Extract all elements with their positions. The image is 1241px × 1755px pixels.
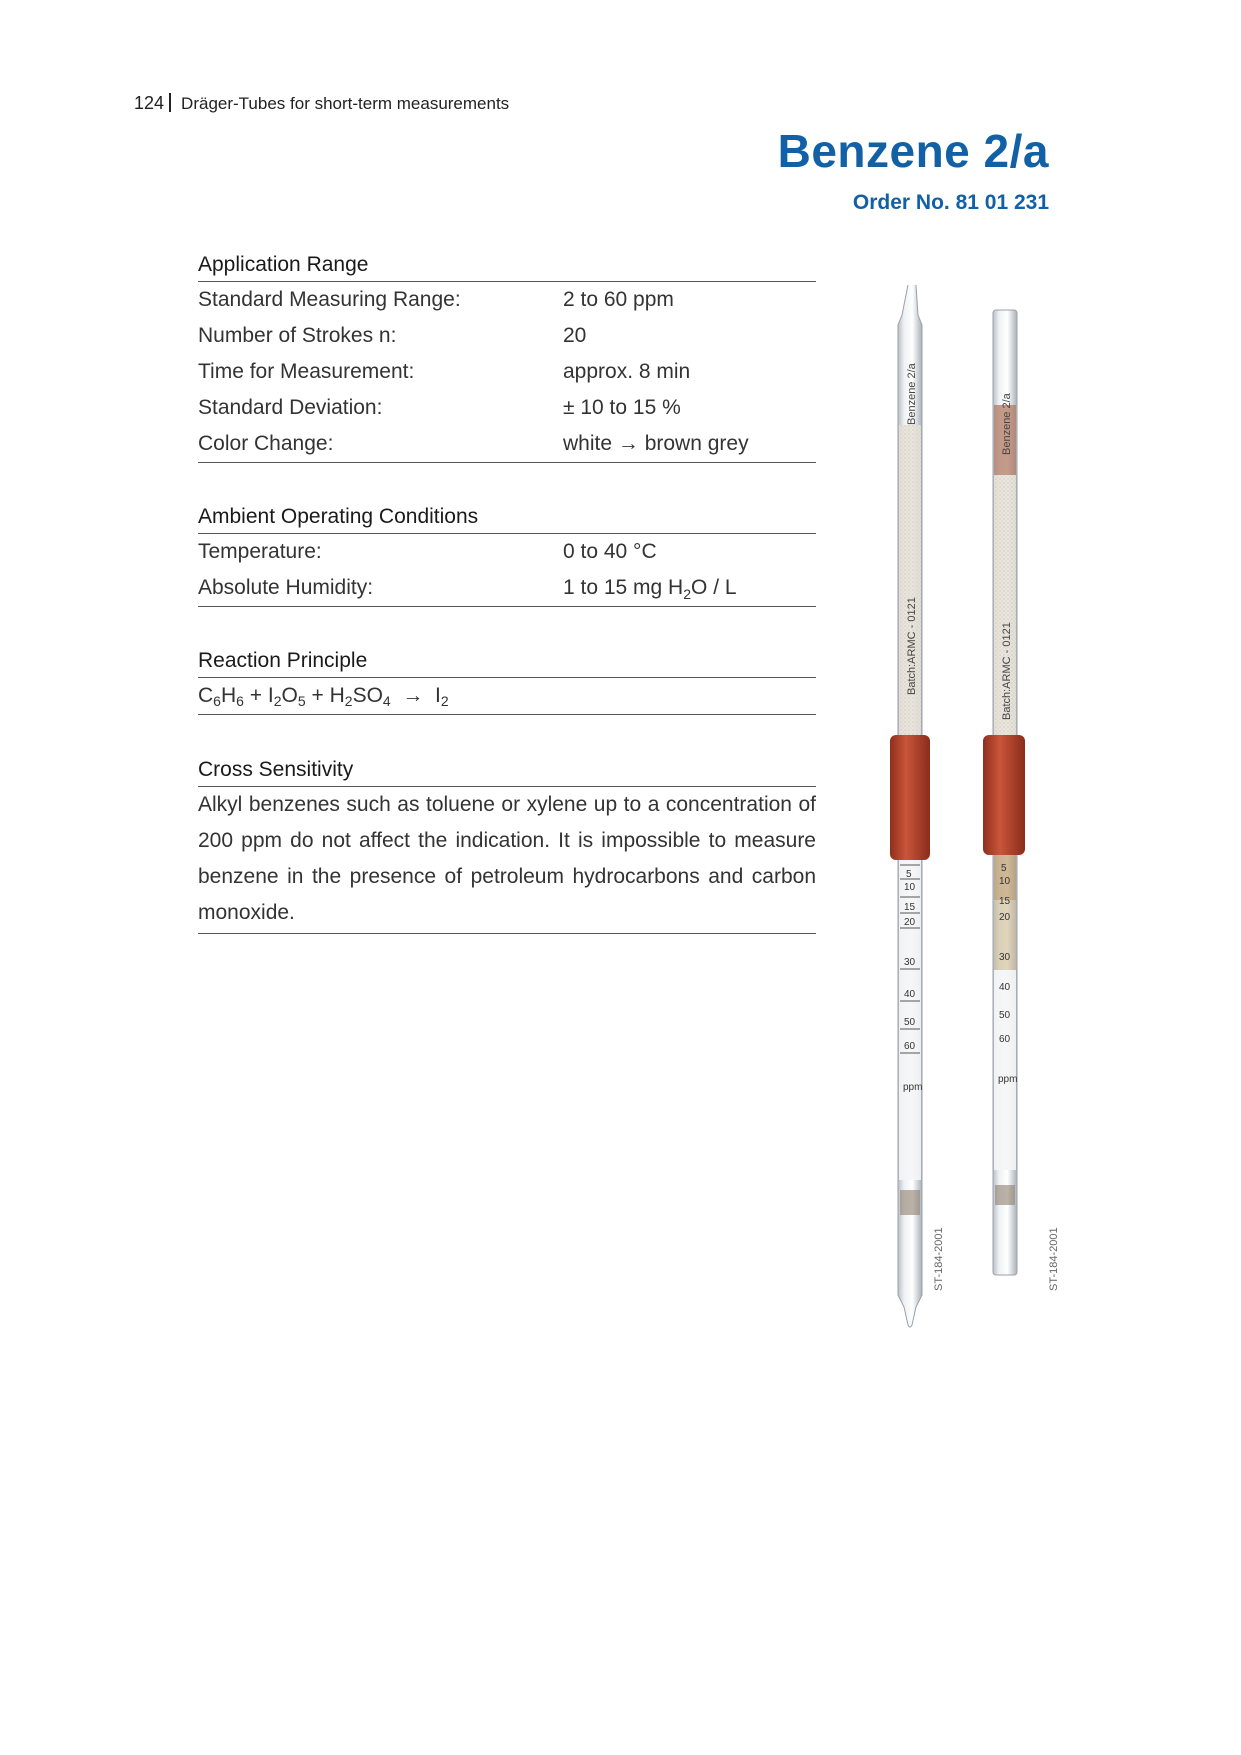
scale-tick: 20 <box>904 917 916 928</box>
scale-tick: 40 <box>904 989 916 1000</box>
scale-tick: 20 <box>999 912 1011 923</box>
image-code-right: ST-184-2001 <box>1048 1227 1060 1291</box>
formula-subscript: 2 <box>273 693 282 709</box>
scale-tick: 15 <box>999 896 1011 907</box>
row-label: Time for Measurement: <box>198 360 415 383</box>
tube-brand-label: Benzene 2/a <box>1001 393 1013 455</box>
table-row <box>198 570 816 606</box>
formula-subscript: 2 <box>344 693 353 709</box>
scale-tick: 15 <box>904 902 916 913</box>
row-label: Number of Strokes n: <box>198 324 397 347</box>
row-value: approx. 8 min <box>563 360 691 383</box>
cross-sensitivity-section <box>198 754 816 934</box>
tube-sleeve <box>890 735 930 860</box>
tube-brand-label: Benzene 2/a <box>906 363 918 425</box>
table-row <box>198 282 816 318</box>
scale-tick: 40 <box>999 982 1011 993</box>
section-heading: Application Range <box>198 249 816 282</box>
scale-tick: 60 <box>999 1034 1011 1045</box>
tube-batch-label: Batch:ARMC - 0121 <box>1001 622 1013 720</box>
formula-subscript: 6 <box>213 693 221 709</box>
tubes-svg <box>880 285 1080 1500</box>
row-label: Temperature: <box>198 540 322 563</box>
section-heading: Ambient Operating Conditions <box>198 501 816 534</box>
section-heading: Cross Sensitivity <box>198 754 816 787</box>
row-value: ± 10 to 15 % <box>563 396 681 419</box>
row-value: 2 to 60 ppm <box>563 288 674 311</box>
cross-sensitivity-text: Alkyl benzenes such as toluene or xylene up to a concentration of 200 ppm do not affect the indication. It is impossible to measure benzene in the presence of petroleum hydrocarbons and carbon monoxide. <box>198 787 816 934</box>
table-row <box>198 354 816 390</box>
formula-subscript: 4 <box>382 693 391 709</box>
scale-unit: ppm <box>998 1074 1018 1085</box>
section-heading: Reaction Principle <box>198 645 816 678</box>
value-subscript: 2 <box>683 586 692 603</box>
row-label: Standard Measuring Range: <box>198 288 461 311</box>
ambient-conditions-section <box>198 501 816 607</box>
tube-batch-label: Batch:ARMC - 0121 <box>906 597 918 695</box>
row-value: 20 <box>563 324 587 347</box>
formula-text: C <box>198 684 214 707</box>
formula-text: → I <box>390 684 441 707</box>
formula-text: O <box>281 684 298 707</box>
formula-text: H <box>220 684 237 707</box>
tube-sleeve <box>983 735 1025 855</box>
row-label: Color Change: <box>198 432 334 455</box>
header-divider <box>169 93 171 112</box>
page-number: 124 <box>134 93 165 113</box>
scale-tick: 10 <box>999 876 1011 887</box>
reaction-principle-section <box>198 645 816 715</box>
row-label: Standard Deviation: <box>198 396 383 419</box>
scale-tick: 50 <box>999 1010 1011 1021</box>
tube-left <box>890 285 930 1327</box>
scale-tick: 50 <box>904 1017 916 1028</box>
scale-tick: 30 <box>904 957 916 968</box>
scale-tick: 60 <box>904 1041 916 1052</box>
row-value: white → brown grey <box>563 432 749 455</box>
application-range-rows <box>198 282 816 463</box>
row-value: 0 to 40 °C <box>563 540 657 563</box>
row-value <box>563 570 816 606</box>
scale-unit: ppm <box>903 1082 923 1093</box>
tube-illustration <box>880 285 1080 1500</box>
formula-text: SO <box>352 684 383 707</box>
formula-subscript: 2 <box>440 693 449 709</box>
formula-subscript: 6 <box>236 693 244 709</box>
scale-tick: 5 <box>1001 863 1007 874</box>
running-header <box>134 93 509 114</box>
value-text: O / L <box>691 576 737 599</box>
page-title: Benzene 2/a <box>777 125 1049 177</box>
reaction-formula <box>198 678 816 715</box>
scale-tick: 30 <box>999 952 1011 963</box>
order-number: Order No. 81 01 231 <box>852 191 1049 214</box>
scale-tick: 10 <box>904 882 916 893</box>
scale-tick: 5 <box>906 869 912 880</box>
tube-right <box>983 310 1025 1275</box>
row-label: Absolute Humidity: <box>198 576 374 599</box>
value-text: 1 to 15 mg H <box>563 576 684 599</box>
table-row <box>198 426 816 462</box>
ambient-rows <box>198 534 816 607</box>
application-range-section <box>198 249 816 463</box>
table-row <box>198 318 816 354</box>
formula-subscript: 5 <box>297 693 306 709</box>
running-title: Dräger-Tubes for short-term measurements <box>181 94 510 113</box>
table-row <box>198 390 816 426</box>
table-row <box>198 534 816 570</box>
formula-text: + I <box>243 684 274 707</box>
formula-text: + H <box>305 684 345 707</box>
image-code-left: ST-184-2001 <box>933 1227 945 1291</box>
